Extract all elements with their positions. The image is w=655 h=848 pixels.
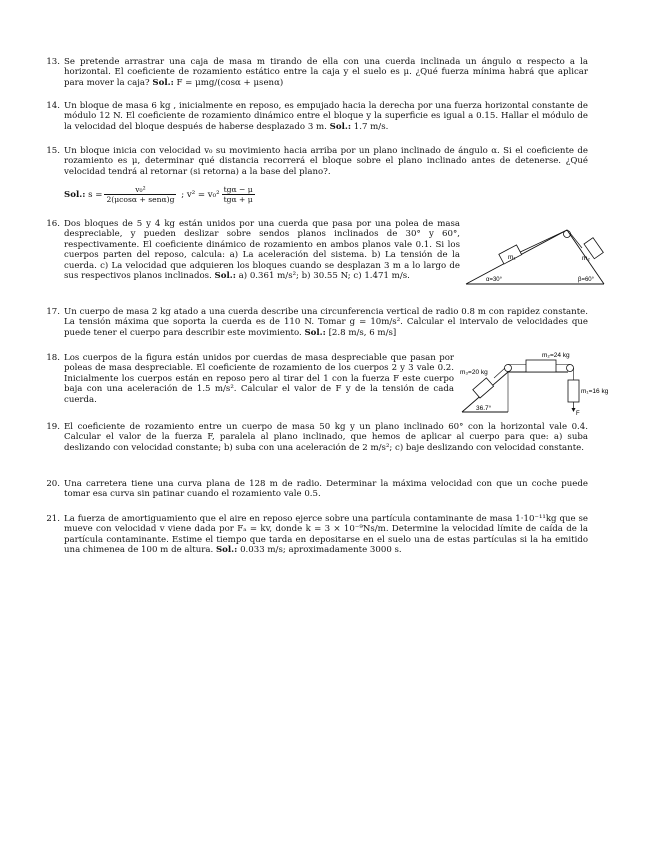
problem-19 xyxy=(46,422,588,453)
pulley-left-icon xyxy=(505,365,512,372)
problem-number: 20. xyxy=(46,479,60,489)
block-m2 xyxy=(526,360,556,372)
label-m1: m₁=16 kg xyxy=(581,388,609,395)
problem-number: 17. xyxy=(46,307,60,317)
solution-text: a) 0.361 m/s²; b) 30.55 N; c) 1.471 m/s. xyxy=(238,271,410,282)
solution-label: Sol.: xyxy=(329,121,352,132)
label-force: F xyxy=(576,411,580,416)
solution-label: Sol.: xyxy=(215,545,238,556)
figure-inclined-planes xyxy=(464,226,610,292)
solution-text: 0.033 m/s; aproximadamente 3000 s. xyxy=(240,545,402,556)
problem-21 xyxy=(46,514,588,556)
problem-text: La fuerza de amortiguamiento que el aire en reposo ejerce sobre una partícula contaminante de masa 1·10⁻¹¹kg que se mueve con velocidad v viene dada por Fₐ = kv, donde k = 3 × 10⁻⁹Ns/m. Determine la velocidad límite de caída de la partícula contaminante. Estime el tiempo que tarda en depositarse en el suelo una de estas partículas si la ha emitido una chimenea de 100 m de altura. xyxy=(64,514,588,556)
formula-15: Sol.: s = $\frac{\text{v₀²}}{\text{2(μcosα + senα)g}}$ ; v² = v₀² $\frac{\text{tgα − μ}}{\text{tgα + μ}}$ xyxy=(64,185,253,204)
solution-text: F = μmg/(cosα + μsenα) xyxy=(176,77,284,88)
solution-text: 1.7 m/s. xyxy=(353,121,389,132)
problem-number: 16. xyxy=(46,219,60,229)
label-m1: m₁ xyxy=(508,254,516,261)
problem-20 xyxy=(46,479,588,500)
label-m2: m₂=24 kg xyxy=(542,352,570,359)
figure-pulley-system xyxy=(460,346,618,420)
problem-text: Los cuerpos de la figura están unidos por cuerdas de masa despreciable que pasan por poleas de masa despreciable. El coeficiente de rozamiento de los cuerpos 2 y 3 vale 0.2. Inicialmente los cuerpos están en reposo pero al tirar del 1 con la fuerza F este cuerpo baja con una aceleración de 1.5 m/s². Calcular el valor de F y de la tensión de cada cuerda. xyxy=(64,353,454,405)
problem-17 xyxy=(46,307,588,338)
label-m2: m₂ xyxy=(582,255,590,262)
label-angle: 36.7° xyxy=(476,405,492,412)
label-m3: m₃=20 kg xyxy=(460,369,488,376)
problem-text: Se pretende arrastrar una caja de masa m tirando de ella con una cuerda inclinada un ángulo α respecto a la horizontal. El coeficiente de rozamiento estático entre la caja y el suelo es μ. ¿Qué fuerza mínima habrá que aplicar para mover la caja? xyxy=(64,57,588,88)
problem-text: Un bloque de masa 6 kg , inicialmente en reposo, es empujado hacia la derecha por una fuerza horizontal constante de módulo 12 N. El coeficiente de rozamiento dinámico entre el bloque y la superficie es igual a 0.15. Hallar el módulo de la velocidad del bloque después de haberse desplazado 3 m. xyxy=(64,101,588,132)
problem-text: El coeficiente de rozamiento entre un cuerpo de masa 50 kg y un plano inclinado 60° con la horizontal vale 0.4. Calcular el valor de la fuerza F, paralela al plano inclinado, que hemos de aplicar al cuerpo para que: a) suba deslizando con velocidad constante; b) suba con una aceleración de 2 m/s²; c) baje deslizando con velocidad constante. xyxy=(64,422,588,453)
problem-number: 14. xyxy=(46,101,60,111)
label-beta: β=60° xyxy=(578,277,595,283)
problem-14 xyxy=(46,101,588,132)
problem-text: Una carretera tiene una curva plana de 128 m de radio. Determinar la máxima velocidad con que un coche puede tomar esa curva sin patinar cuando el rozamiento vale 0.5. xyxy=(64,479,588,500)
problem-text: Dos bloques de 5 y 4 kg están unidos por una cuerda que pasa por una polea de masa despreciable, y pueden deslizar sobre sendos planos inclinados de 30° y 60°, respectivamente. El coeficiente dinámico de rozamiento en ambos planos vale 0.1. Si los cuerpos parten del reposo, calcula: a) La aceleración del sistema. b) La tensión de la cuerda. c) La velocidad que adquieren los bloques cuando se desplazan 3 m a lo largo de sus respectivos planos inclinados. xyxy=(64,219,460,282)
problem-text: Un cuerpo de masa 2 kg atado a una cuerda describe una circunferencia vertical de radio 0.8 m con rapidez constante. La tensión máxima que soporta la cuerda es de 110 N. Tomar g = 10m/s². Calcular el intervalo de velocidades que puede tener el cuerpo para describir este movimiento. xyxy=(64,307,588,338)
problem-15 xyxy=(46,146,588,177)
solution-label: Sol.: xyxy=(64,190,86,200)
solution-label: Sol.: xyxy=(214,271,236,282)
problem-13 xyxy=(46,57,588,88)
label-alpha: α=30° xyxy=(486,277,503,283)
problem-number: 13. xyxy=(46,57,60,67)
pulley-system-diagram xyxy=(460,346,618,416)
solution-label: Sol.: xyxy=(304,327,326,338)
problem-number: 21. xyxy=(46,514,60,524)
problem-18 xyxy=(46,353,454,405)
inclined-planes-diagram xyxy=(464,226,610,288)
problem-text: Un bloque inicia con velocidad v₀ su movimiento hacia arriba por un plano inclinado de ángulo α. Si el coeficiente de rozamiento es μ, determinar qué distancia recorrerá el bloque sobre el plano inclinado antes de detenerse. ¿Qué velocidad tendrá al retornar (si retorna) a la base del plano?. xyxy=(64,146,588,177)
solution-label: Sol.: xyxy=(152,77,174,88)
problem-number: 19. xyxy=(46,422,60,432)
distance-fraction: $\frac{\text{v₀²}}{\text{2(μcosα + senα)g}}$ xyxy=(106,185,175,204)
block-m1 xyxy=(568,380,579,402)
problem-number: 15. xyxy=(46,146,60,156)
block-m3 xyxy=(473,378,494,398)
velocity-fraction: $\frac{\text{tgα − μ}}{\text{tgα + μ}}$ xyxy=(223,185,253,204)
problem-number: 18. xyxy=(46,353,60,363)
pulley-right-icon xyxy=(567,365,574,372)
solution-text: [2.8 m/s, 6 m/s] xyxy=(328,327,397,338)
problem-16 xyxy=(46,219,460,282)
